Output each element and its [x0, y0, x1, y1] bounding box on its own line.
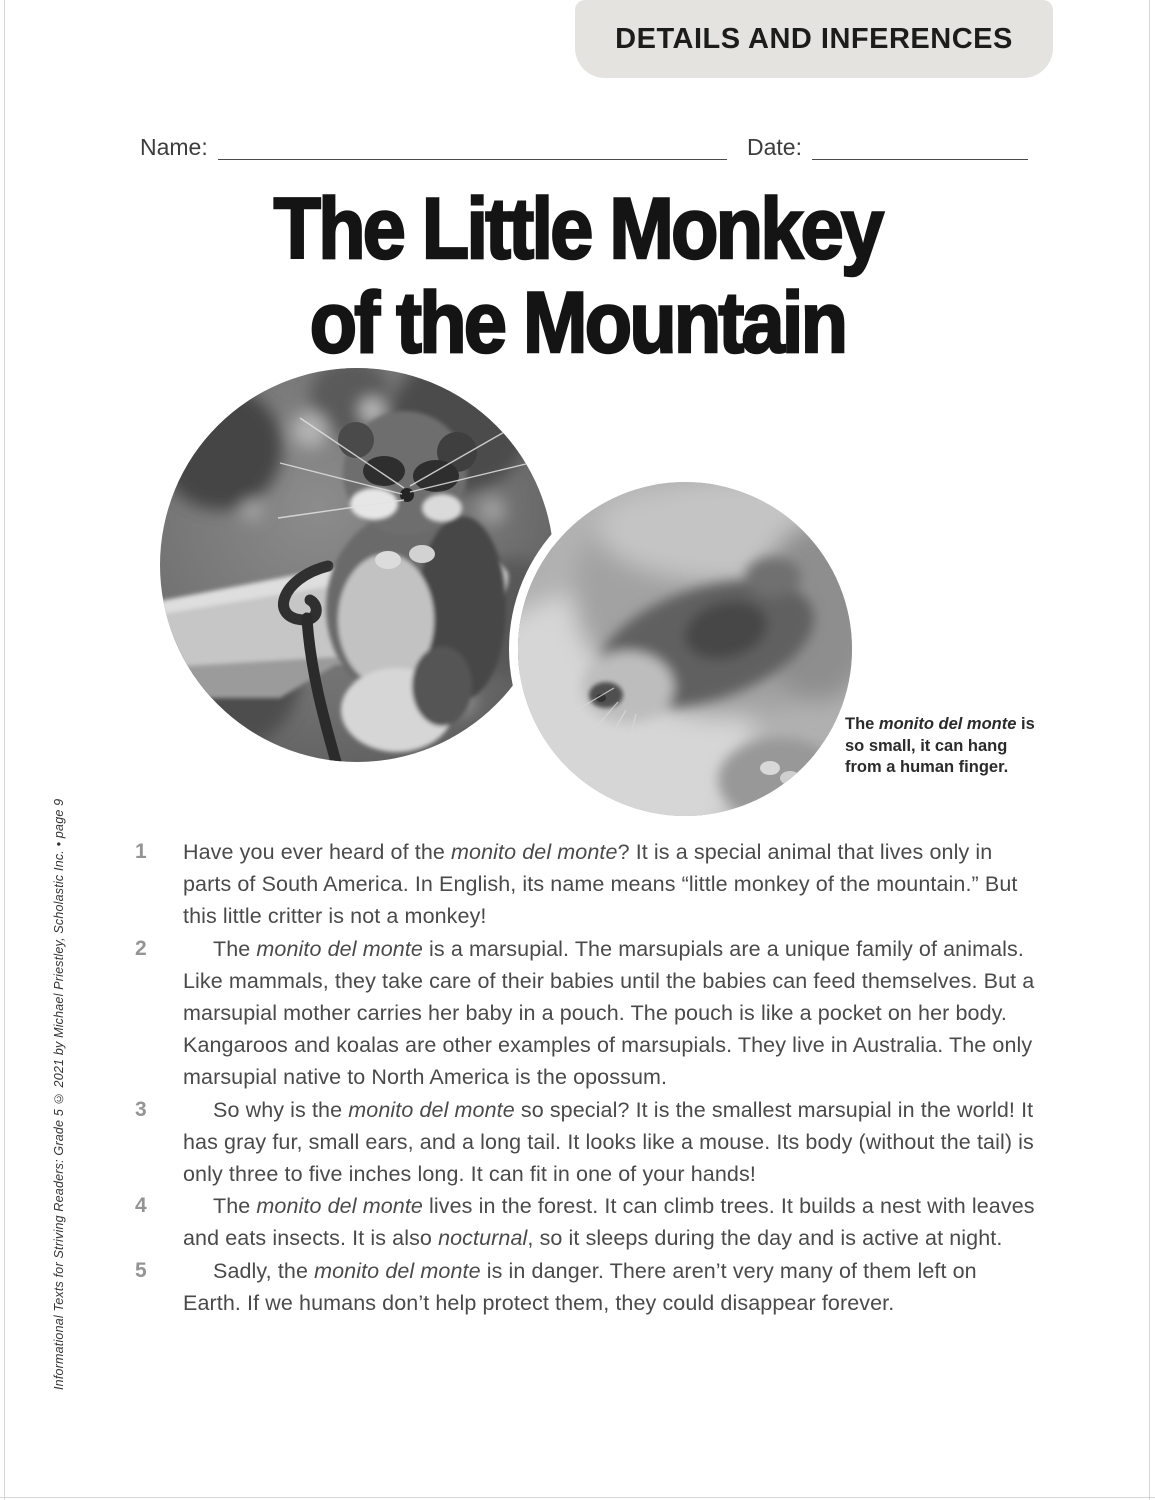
name-date-row — [140, 130, 1028, 160]
italic-text: monito del monte — [878, 715, 1017, 733]
paragraph — [135, 1094, 1038, 1191]
paragraph-number: 3 — [135, 1097, 147, 1121]
section-header-label: DETAILS AND INFERENCES — [615, 22, 1013, 55]
date-blank-line — [812, 135, 1028, 160]
text-run: is so small, it can hang from a human finger. — [845, 715, 1035, 776]
passage — [135, 836, 1038, 1319]
italic-text: nocturnal — [438, 1226, 528, 1251]
paragraph — [135, 836, 1038, 933]
text-run: So why is the — [213, 1097, 349, 1122]
paragraph-number: 2 — [135, 936, 147, 960]
page-edge-bottom — [0, 1497, 1155, 1498]
paragraph-number: 1 — [135, 840, 147, 863]
text-run: so special? It is the smallest marsupial in the world! It has gray fur, small ears, and a long tail. It looks like a mouse. Its body (without the tail) is only three to five inches long. It can fit in one of your hands! — [183, 1097, 1034, 1187]
italic-text: monito del monte — [256, 936, 423, 961]
text-run: Have you ever heard of the — [183, 840, 452, 864]
text-run: Sadly, the — [213, 1258, 315, 1283]
italic-text: monito del monte — [348, 1097, 515, 1122]
paragraph — [135, 933, 1038, 1094]
section-header-tab — [575, 0, 1053, 78]
paragraph-number: 5 — [135, 1258, 147, 1282]
photo-monito-on-finger — [160, 368, 554, 762]
paragraph-number: 4 — [135, 1194, 147, 1218]
article-title — [0, 182, 1155, 370]
text-run: The — [213, 936, 257, 961]
copyright-sidebar: Informational Texts for Striving Readers: Grade 5 © 2021 by Michael Priestley, Scholastic Inc. • page 9 — [52, 798, 66, 1390]
text-run: is in danger. There aren’t very many of them left on Earth. If we humans don’t help protect them, they could disappear forever. — [183, 1258, 977, 1315]
name-blank-line — [218, 135, 727, 160]
paragraph — [135, 1190, 1038, 1254]
photo-monito-closeup-art — [518, 482, 852, 816]
photo-monito-closeup — [518, 482, 852, 816]
italic-text: monito del monte — [256, 1194, 423, 1219]
text-run: ? It is a special animal that lives only in parts of South America. In English, its name means “little monkey of the mountain.” But this little critter is not a monkey! — [183, 840, 1018, 929]
text-run: The — [213, 1194, 257, 1219]
article-title-line1: The Little Monkey — [273, 181, 882, 277]
italic-text: monito del monte — [314, 1258, 481, 1283]
text-run: is a marsupial. The marsupials are a unique family of animals. Like mammals, they take care of their babies until the babies can feed themselves. But a marsupial mother carries her baby in a pouch. The pouch is like a pocket on her body. Kangaroos and koalas are other examples of marsupials. They live in Australia. The only marsupial native to North America is the opossum. — [183, 936, 1035, 1090]
date-label: Date: — [747, 134, 802, 160]
text-run: , so it sleeps during the day and is active at night. — [527, 1226, 1003, 1251]
text-run: lives in the forest. It can climb trees. It builds a nest with leaves and eats insects. It is also — [183, 1194, 1035, 1251]
italic-text: monito del monte — [451, 840, 618, 864]
name-label: Name: — [140, 134, 208, 160]
photo-caption — [845, 714, 1035, 779]
paragraph — [135, 1255, 1038, 1319]
text-run: The — [845, 715, 879, 733]
photo-monito-on-finger-art — [160, 368, 554, 762]
article-title-line2: of the Mountain — [309, 275, 846, 371]
